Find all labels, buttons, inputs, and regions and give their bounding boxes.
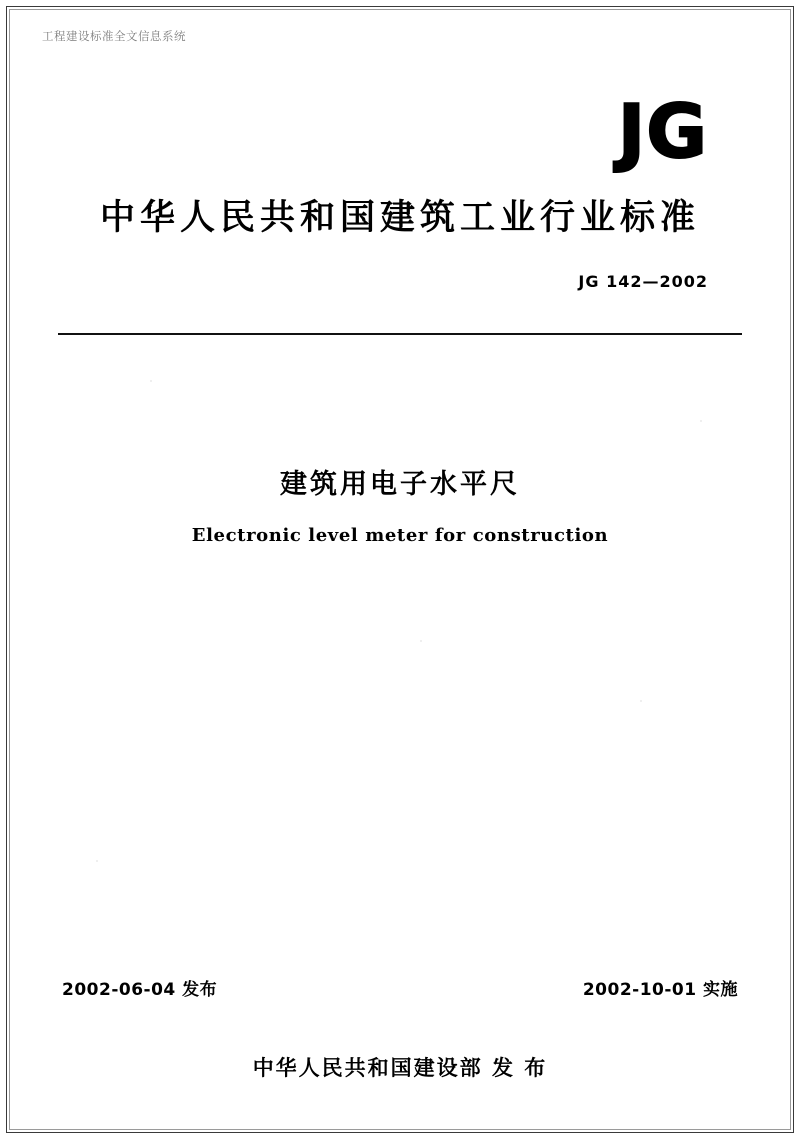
scan-speckle — [700, 420, 702, 422]
scan-speckle — [150, 380, 152, 382]
horizontal-rule — [58, 333, 742, 335]
issue-date: 2002-06-04 发布 — [62, 980, 218, 1000]
watermark-text: 工程建设标准全文信息系统 — [42, 31, 186, 43]
page-border-outer — [6, 6, 794, 1133]
publisher: 中华人民共和国建设部 发 布 — [252, 1056, 548, 1080]
document-title-english: Electronic level meter for construction — [191, 525, 609, 546]
jg-logo: JG — [617, 89, 708, 175]
standard-number: JG 142—2002 — [578, 272, 708, 291]
scan-speckle — [96, 860, 98, 862]
document-title-chinese: 建筑用电子水平尺 — [280, 469, 520, 500]
effective-date: 2002-10-01 实施 — [582, 980, 738, 1000]
page-border-inner — [9, 9, 791, 1130]
series-title: 中华人民共和国建筑工业行业标准 — [99, 198, 700, 238]
scan-speckle — [420, 640, 422, 642]
scan-speckle — [640, 700, 642, 702]
